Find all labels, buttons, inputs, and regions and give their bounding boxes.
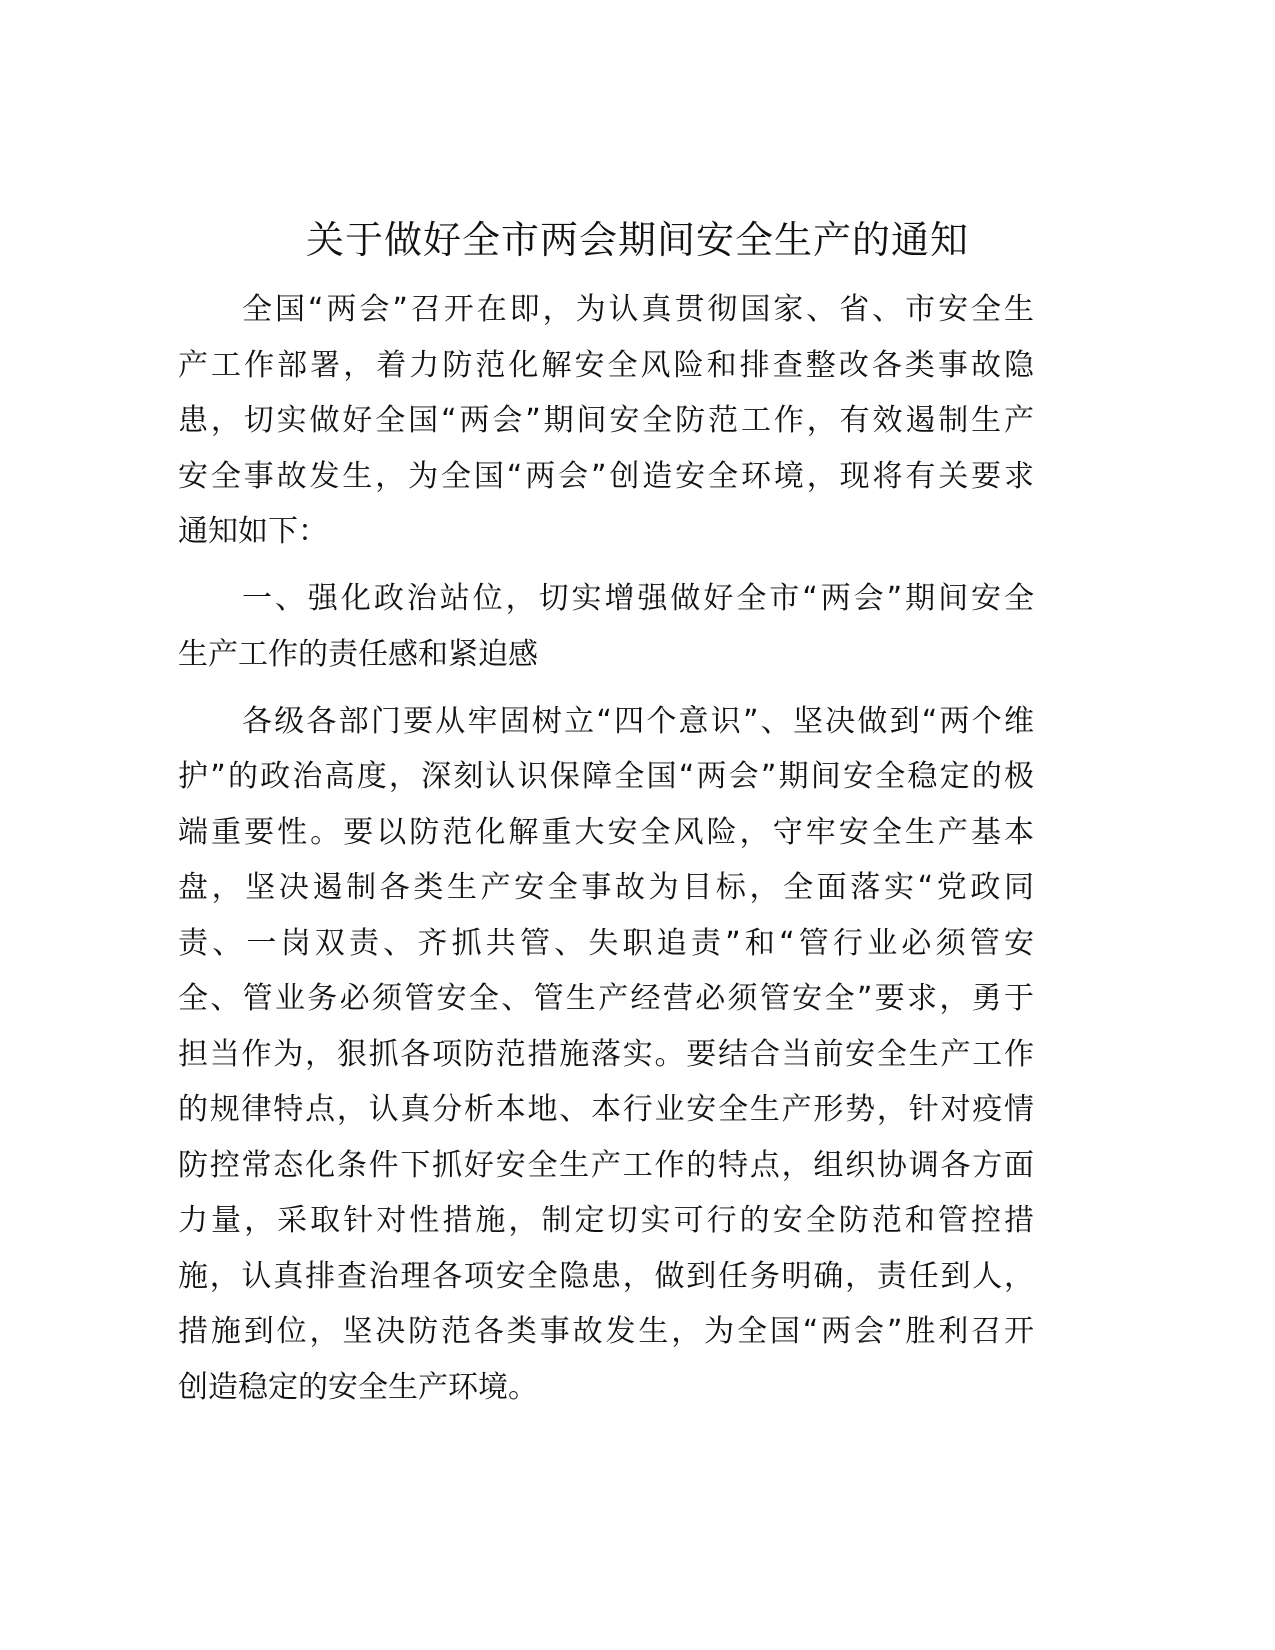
document-body <box>178 282 1034 1415</box>
document-title: 关于做好全市两会期间安全生产的通知 <box>305 218 969 262</box>
paragraph-line: 盘，坚决遏制各类生产安全事故为目标，全面落实“党政同 <box>178 870 1034 905</box>
paragraph-line: 担当作为，狠抓各项防范措施落实。要结合当前安全生产工作 <box>178 1036 1034 1072</box>
paragraph-line: 通知如下： <box>178 514 328 549</box>
paragraph-line: 创造稳定的安全生产环境。 <box>178 1369 538 1405</box>
paragraph-line: 一、强化政治站位，切实增强做好全市“两会”期间安全 <box>242 581 1034 616</box>
paragraph-line: 产工作部署，着力防范化解安全风险和排查整改各类事故隐 <box>178 347 1034 383</box>
paragraph-line: 防控常态化条件下抓好安全生产工作的特点，组织协调各方面 <box>178 1147 1034 1183</box>
paragraph-line: 全、管业务必须管安全、管生产经营必须管安全”要求，勇于 <box>178 981 1034 1016</box>
paragraph-line: 力量，采取针对性措施，制定切实可行的安全防范和管控措 <box>178 1203 1034 1238</box>
paragraph <box>178 282 1034 560</box>
paragraph-line: 施，认真排查治理各项安全隐患，做到任务明确，责任到人， <box>178 1258 1034 1294</box>
paragraph <box>178 571 1034 682</box>
paragraph-line: 端重要性。要以防范化解重大安全风险，守牢安全生产基本 <box>178 814 1034 850</box>
paragraph-line: 的规律特点，认真分析本地、本行业安全生产形势，针对疫情 <box>178 1092 1034 1127</box>
paragraph-line: 措施到位，坚决防范各类事故发生，为全国“两会”胜利召开 <box>178 1314 1034 1349</box>
paragraph-line: 生产工作的责任感和紧迫感 <box>178 636 538 672</box>
paragraph-line: 各级各部门要从牢固树立“四个意识”、坚决做到“两个维 <box>242 703 1034 739</box>
paragraph-line: 患，切实做好全国“两会”期间安全防范工作，有效遏制生产 <box>178 403 1034 438</box>
paragraph-line: 责、一岗双责、齐抓共管、失职追责”和“管行业必须管安 <box>178 925 1034 961</box>
paragraph <box>178 694 1034 1416</box>
paragraph-line: 安全事故发生，为全国“两会”创造安全环境，现将有关要求 <box>178 458 1034 494</box>
paragraph-line: 护”的政治高度，深刻认识保障全国“两会”期间安全稳定的极 <box>178 759 1034 794</box>
paragraph-line: 全国“两会”召开在即，为认真贯彻国家、省、市安全生 <box>242 292 1034 327</box>
